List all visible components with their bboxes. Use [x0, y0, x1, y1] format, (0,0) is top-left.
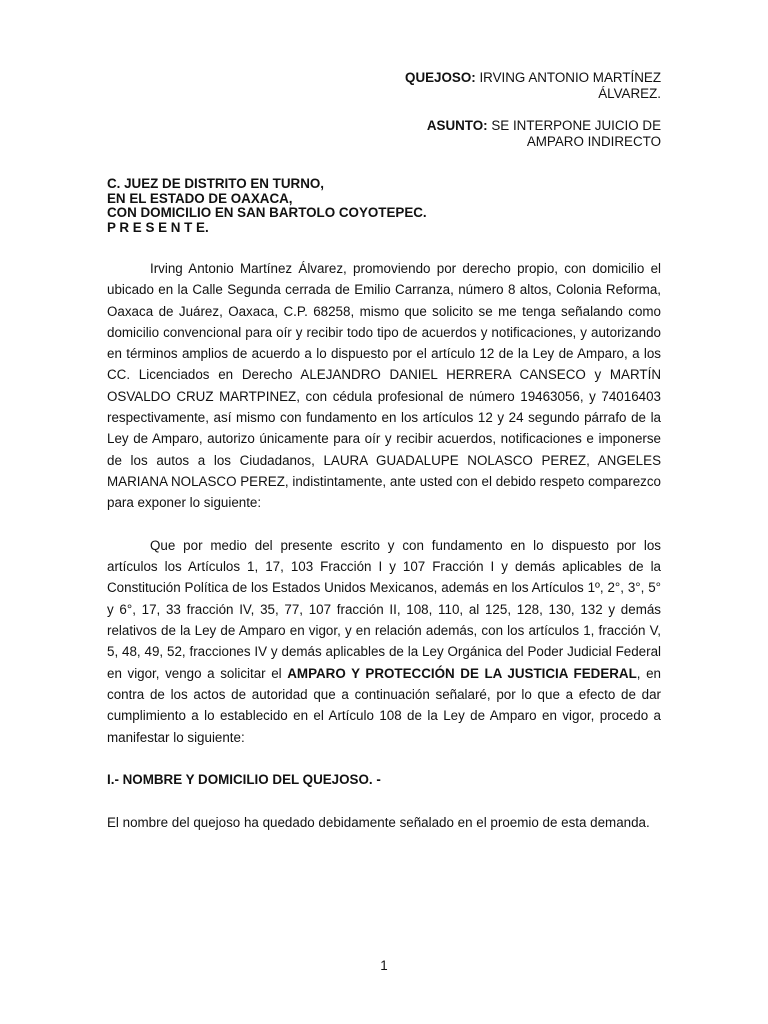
asunto-value: SE INTERPONE JUICIO DE	[491, 118, 661, 133]
page-number: 1	[380, 958, 388, 973]
addressee-line-3: CON DOMICILIO EN SAN BARTOLO COYOTEPEC.	[107, 205, 427, 221]
amparo-request-bold: AMPARO Y PROTECCIÓN DE LA JUSTICIA FEDERAL	[287, 665, 637, 681]
legal-basis-text-end: , en contra de los actos de autoridad que a continuación señalaré, por lo que a efecto de dar cumplimiento a lo establecido en el Artículo 108 de la Ley de Amparo en vigor, procedo a manifestar lo siguiente:	[107, 665, 661, 745]
addressee-line-2: EN EL ESTADO DE OAXACA,	[107, 190, 293, 206]
addressee-block	[107, 177, 667, 235]
asunto-line	[331, 118, 661, 134]
addressee-line-4: P R E S E N T E.	[107, 219, 209, 235]
quejoso-line	[331, 70, 661, 86]
case-header	[331, 70, 661, 150]
asunto-value-continued: AMPARO INDIRECTO	[526, 134, 661, 149]
quejoso-value-continued: ÁLVAREZ.	[598, 86, 661, 101]
asunto-label: ASUNTO:	[426, 118, 488, 133]
intro-paragraph: Irving Antonio Martínez Álvarez, promoviendo por derecho propio, con domicilio el ubicado en la Calle Segunda cerrada de Emilio Carranza, número 8 altos, Colonia Reforma, Oaxaca de Juárez, Oaxaca, C.P. 68258, mismo que solicito se me tenga señalando como domicilio convencional para oír y recibir todo tipo de acuerdos y notificaciones, y autorizando en términos amplios de acuerdo a lo dispuesto por el artículo 12 de la Ley de Amparo, a los CC. Licenciados en Derecho ALEJANDRO DANIEL HERRERA CANSECO y MARTÍN OSVALDO CRUZ MARTPINEZ, con cédula profesional de número 19463056, y 74016403 respectivamente, así mismo con fundamento en los artículos 12 y 24 segundo párrafo de la Ley de Amparo, autorizo únicamente para oír y recibir acuerdos, notificaciones e imponerse de los autos a los Ciudadanos, LAURA GUADALUPE NOLASCO PEREZ, ANGELES MARIANA NOLASCO PEREZ, indistintamente, ante usted con el debido respeto comparezco para exponer lo siguiente:	[107, 261, 661, 511]
quejoso-label: QUEJOSO:	[405, 70, 476, 85]
quejoso-value: IRVING ANTONIO MARTÍNEZ	[479, 70, 661, 85]
addressee-line-1: C. JUEZ DE DISTRITO EN TURNO,	[107, 176, 324, 191]
section-1-heading: I.- NOMBRE Y DOMICILIO DEL QUEJOSO. -	[107, 772, 381, 788]
section-1-text: El nombre del quejoso ha quedado debidamente señalado en el proemio de esta demanda.	[107, 814, 650, 830]
document-body	[107, 258, 661, 833]
legal-basis-text: Que por medio del presente escrito y con fundamento en lo dispuesto por los artículos los Artículos 1, 17, 103 Fracción I y 107 Fracción I y demás aplicables de la Constitución Política de los Estados Unidos Mexicanos, además en los Artículos 1º, 2°, 3°, 5° y 6°, 17, 33 fracción IV, 35, 77, 107 fracción II, 108, 110, al 125, 128, 130, 132 y demás relativos de la Ley de Amparo en vigor, y en relación además, con los artículos 1, fracción V, 5, 48, 49, 52, fracciones IV y demás aplicables de la Ley Orgánica del Poder Judicial Federal en vigor, vengo a solicitar el	[107, 537, 661, 681]
legal-basis-paragraph	[107, 535, 661, 748]
